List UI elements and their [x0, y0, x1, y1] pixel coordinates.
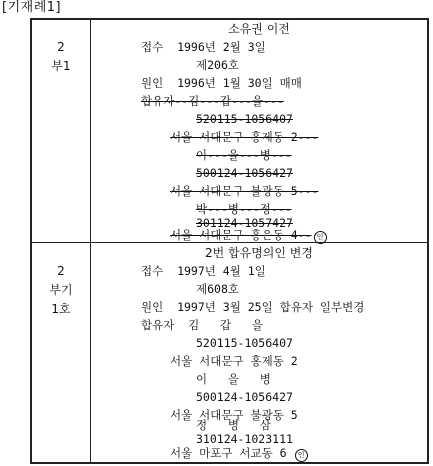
entry2-order: 2	[57, 264, 65, 278]
entry1-order: 2	[57, 40, 65, 54]
entry2-owner3-addr-row	[170, 446, 308, 460]
entry1-owner1-addr: 서울 서대문구 홍제동 2---	[170, 130, 319, 144]
entry2-reg-id-line1: 부기	[49, 283, 73, 297]
entry2-owner3-addr: 서울 마포구 서교동 6	[170, 446, 287, 460]
entry1-owner2-name: 이---을---병---	[196, 148, 292, 162]
entry2-purpose: 2번 합유명의인 변경	[204, 246, 313, 260]
entry2-owner2-name: 이 을 병	[196, 372, 271, 386]
seal-icon: 인	[314, 231, 327, 244]
entry1-owner1-id: 520115-1056407	[196, 112, 293, 126]
entry2-owners-line: 합유자 김 갑 을	[141, 318, 264, 332]
entry2-owner1-addr: 서울 서대문구 홍제동 2	[170, 354, 298, 368]
entry1-owners-line: 합유자--김---갑---을---	[141, 94, 284, 108]
seal-icon: 인	[295, 449, 308, 462]
entry1-reg-id: 부1	[51, 59, 71, 73]
entry2-receipt-no: 제608호	[196, 282, 239, 296]
entry2-receipt-date: 접수 1997년 4월 1일	[141, 264, 266, 278]
entry2-reg-id-line2: 1호	[51, 302, 71, 316]
entry2-owner1-id: 520115-1056407	[196, 336, 293, 350]
entry1-cause: 원인 1996년 1월 30일 매매	[141, 76, 302, 90]
entry1-purpose: 소유권 이전	[228, 22, 290, 36]
entry1-receipt-no: 제206호	[196, 58, 239, 72]
entry1-owner3-addr: 서울 서대문구 홍은동 4--	[170, 228, 312, 242]
entry1-owner3-name: 박---병---정---	[196, 202, 292, 216]
column-divider	[90, 20, 91, 462]
entry2-cause: 원인 1997년 3월 25일 합유자 일부변경	[141, 300, 365, 314]
entry1-owner2-id: 500124-1056427	[196, 166, 293, 180]
example-caption: [기재례1]	[2, 0, 62, 15]
entry2-owner3-name: 정 병 삼	[196, 418, 271, 432]
entry2-owner2-id: 500124-1056427	[196, 390, 293, 404]
entry1-receipt-date: 접수 1996년 2월 3일	[141, 40, 266, 54]
entry2-owner3-id: 310124-1023111	[196, 432, 293, 446]
entry1-owner2-addr: 서울 서대문구 불광동 5---	[170, 184, 319, 198]
entry1-owner3-id: 301124-1057427	[196, 216, 293, 230]
entry2-owner2-addr: 서울 서대문구 불광동 5	[170, 408, 298, 422]
entry1-owner3-addr-row	[170, 228, 327, 242]
row-divider	[32, 242, 427, 243]
